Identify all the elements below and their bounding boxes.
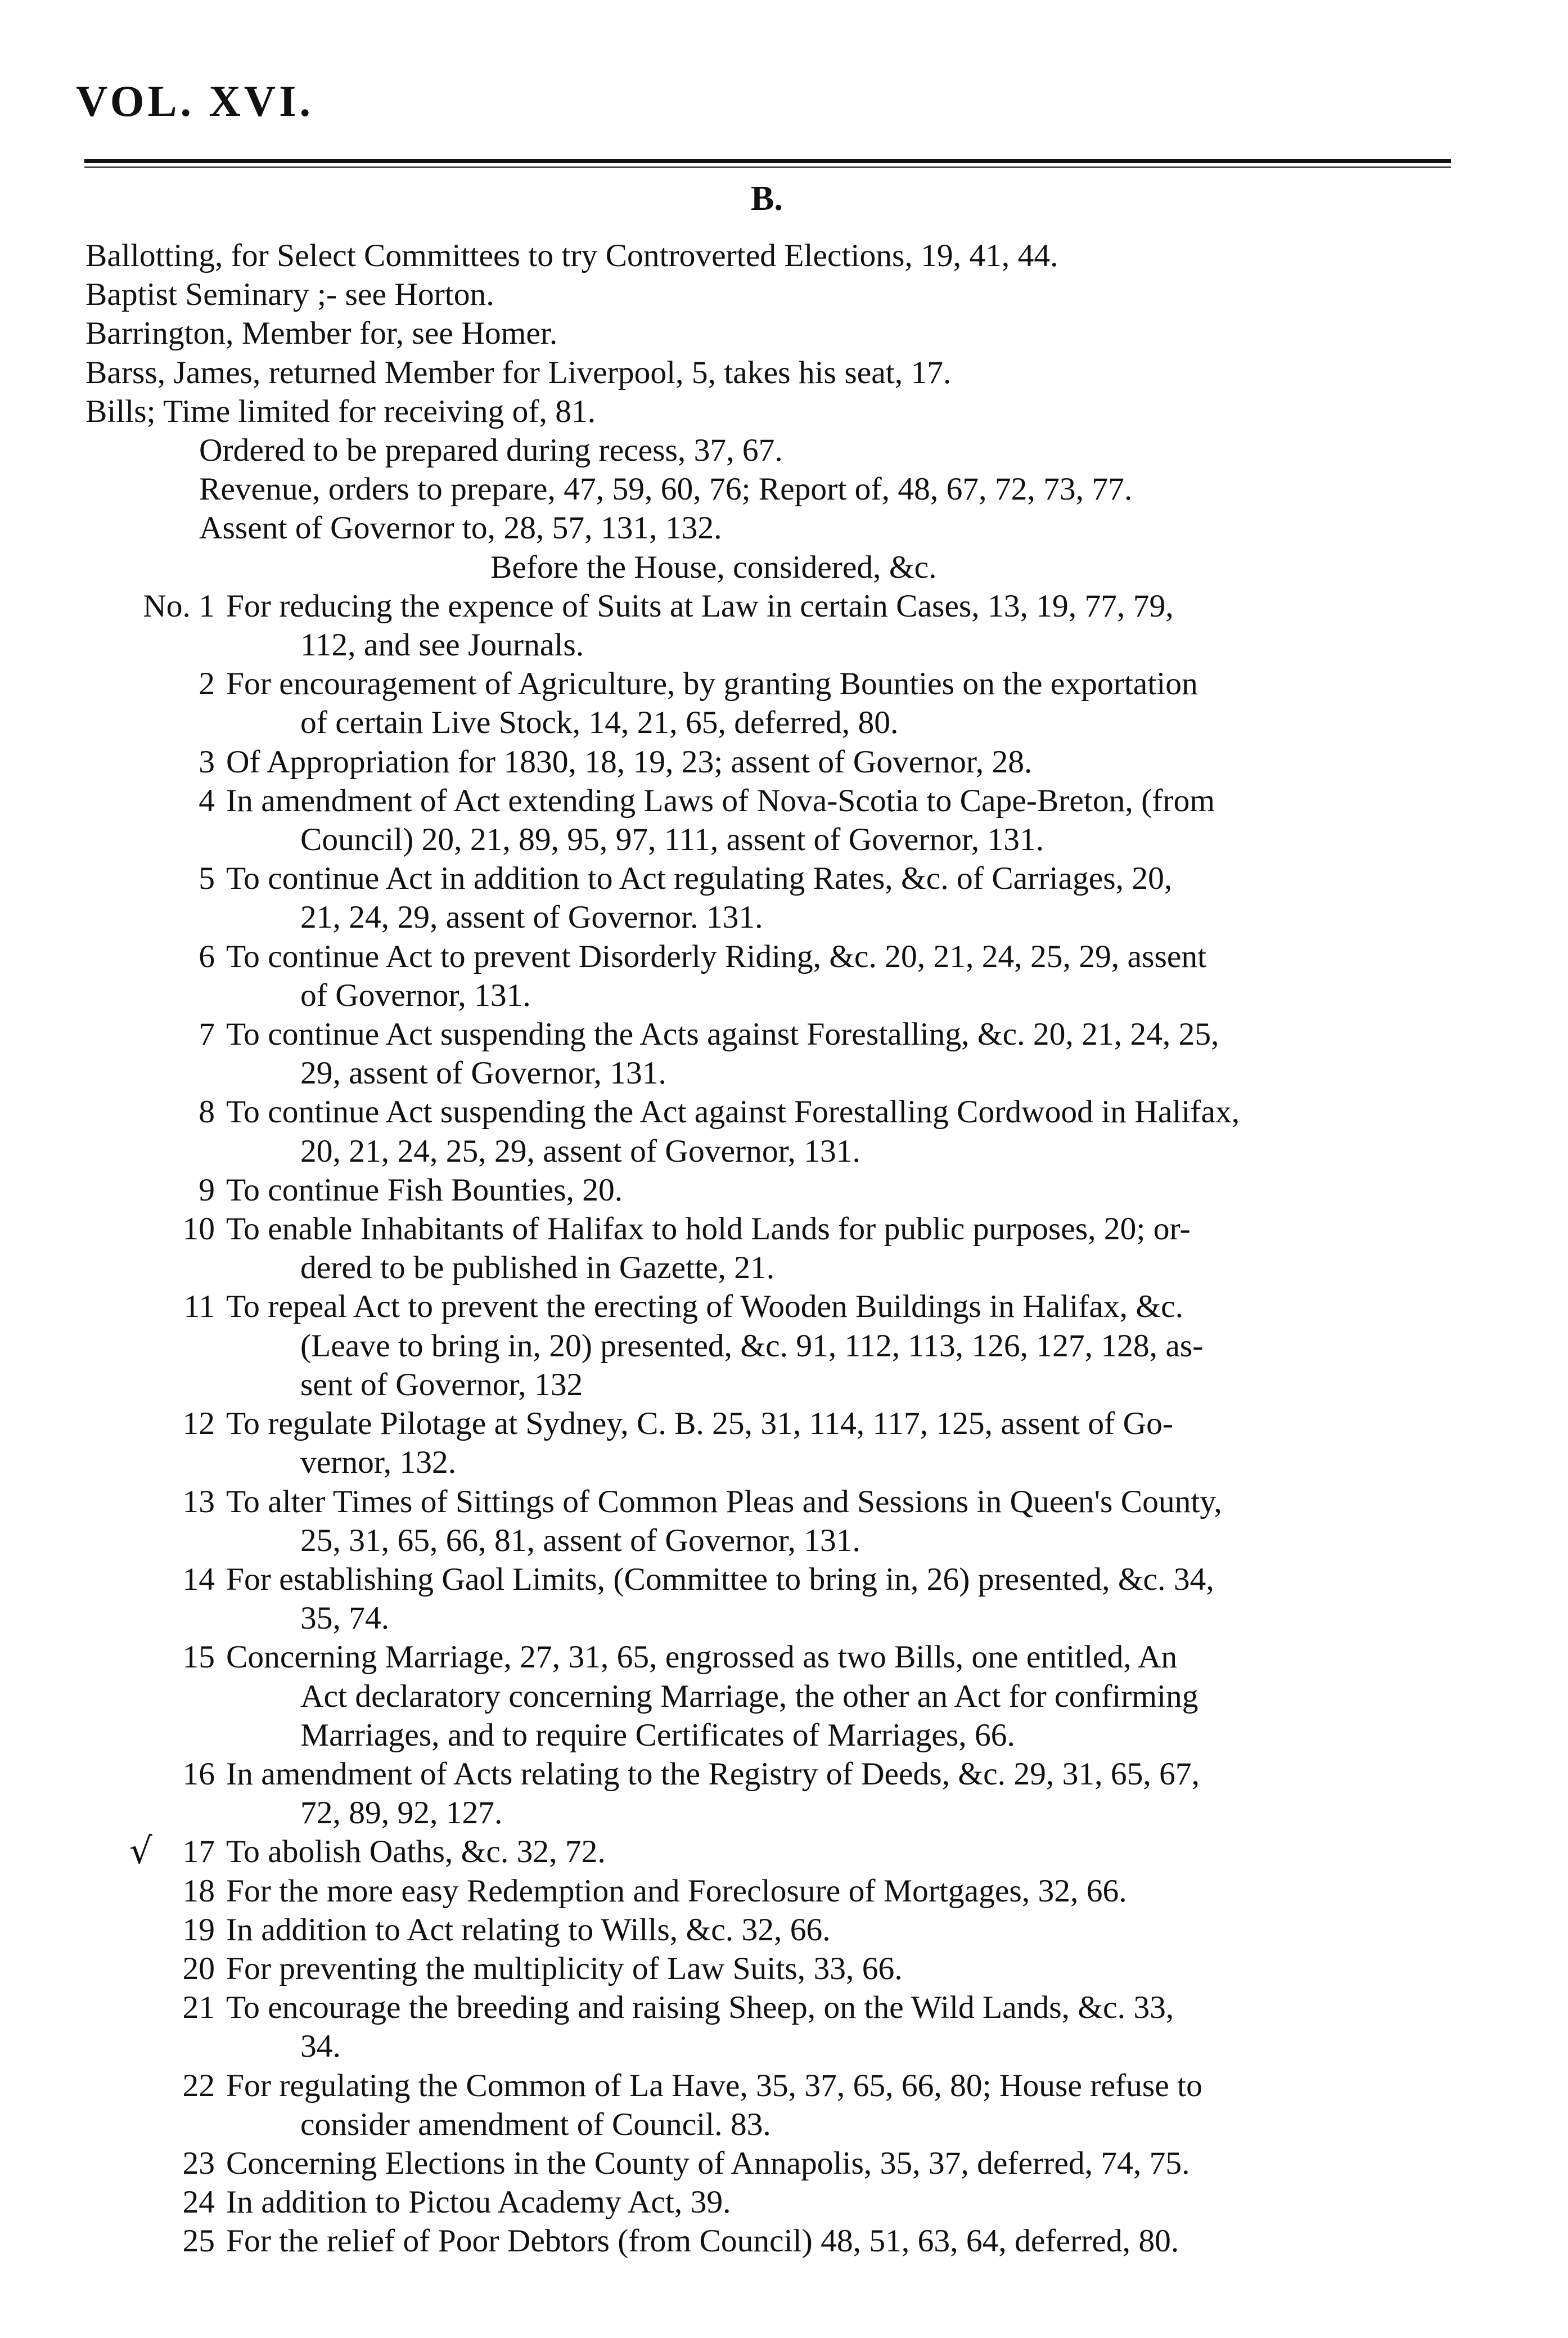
- index-entry: Revenue, orders to prepare, 47, 59, 60, 76; Report of, 48, 67, 72, 73, 77.: [199, 471, 1133, 507]
- index-entry: Barss, James, returned Member for Liverpool, 5, takes his seat, 17.: [85, 354, 952, 390]
- bill-title: To continue Act suspending the Act against Forestalling Cordwood in Halifax,: [226, 1094, 1240, 1130]
- bill-number: 18: [182, 1873, 215, 1909]
- bill-number: 20: [182, 1950, 215, 1986]
- bill-entry: [85, 2222, 1452, 2260]
- bill-continuation: 21, 24, 29, assent of Governor. 131.: [300, 900, 763, 936]
- bill-title: For establishing Gaol Limits, (Committee to bring in, 26) presented, &c. 34,: [226, 1561, 1214, 1597]
- bill-number: 11: [183, 1289, 215, 1325]
- bill-entry: [85, 1988, 1452, 2066]
- bill-number: 19: [182, 1912, 215, 1948]
- bill-title: To enable Inhabitants of Halifax to hold Lands for public purposes, 20; or-: [226, 1211, 1191, 1247]
- bill-continuation: dered to be published in Gazette, 21.: [300, 1250, 775, 1286]
- bill-title: In addition to Act relating to Wills, &c. 32, 66.: [226, 1912, 831, 1948]
- bill-entry: [85, 1092, 1452, 1170]
- bill-title: Concerning Marriage, 27, 31, 65, engrossed as two Bills, one entitled, An: [226, 1639, 1178, 1675]
- bill-number: 23: [182, 2145, 215, 2181]
- bill-continuation: vernor, 132.: [300, 1445, 457, 1481]
- bill-continuation: Council) 20, 21, 89, 95, 97, 111, assent of Governor, 131.: [300, 822, 1044, 858]
- bill-entry: [85, 1287, 1452, 1404]
- bill-entry: [85, 1560, 1452, 1638]
- bill-number: 5: [199, 861, 215, 897]
- bill-title: For the relief of Poor Debtors (from Council) 48, 51, 63, 64, deferred, 80.: [226, 2223, 1179, 2259]
- general-entries: [85, 236, 1452, 587]
- bill-title: In amendment of Act extending Laws of Nova-Scotia to Cape-Breton, (from: [226, 783, 1215, 819]
- section-letter: B.: [751, 179, 783, 218]
- bill-entry: [85, 743, 1452, 781]
- index-entry: Assent of Governor to, 28, 57, 131, 132.: [199, 510, 722, 546]
- bill-continuation: of Governor, 131.: [300, 977, 531, 1013]
- bill-title: For the more easy Redemption and Foreclosure of Mortgages, 32, 66.: [226, 1873, 1127, 1909]
- bill-title: To continue Act suspending the Acts against Forestalling, &c. 20, 21, 24, 25,: [226, 1017, 1219, 1053]
- check-mark-icon: √: [129, 1831, 152, 1873]
- bill-title: To continue Fish Bounties, 20.: [226, 1172, 623, 1208]
- bill-continuation: 25, 31, 65, 66, 81, assent of Governor, 131.: [300, 1522, 860, 1558]
- bill-continuation: consider amendment of Council. 83.: [300, 2106, 771, 2142]
- bill-entry: [85, 1910, 1452, 1949]
- header-rule-thin: [84, 167, 1451, 168]
- bill-number: 9: [199, 1172, 215, 1208]
- bill-number: 2: [199, 666, 215, 702]
- bill-number: 21: [182, 1990, 215, 2026]
- bill-title: For preventing the multiplicity of Law Suits, 33, 66.: [226, 1950, 903, 1986]
- bill-entry: [85, 937, 1452, 1015]
- bill-number: 22: [182, 2067, 215, 2103]
- bill-title: For reducing the expence of Suits at Law in certain Cases, 13, 19, 77, 79,: [226, 588, 1174, 624]
- index-entry: Baptist Seminary ;- see Horton.: [85, 277, 494, 313]
- bill-number: 12: [182, 1406, 215, 1442]
- bill-number: No. 1: [143, 588, 215, 624]
- bill-number: 25: [182, 2223, 215, 2259]
- bill-number: 10: [182, 1211, 215, 1247]
- bill-title: Of Appropriation for 1830, 18, 19, 23; assent of Governor, 28.: [226, 744, 1033, 780]
- bill-title: For regulating the Common of La Have, 35, 37, 65, 66, 80; House refuse to: [226, 2067, 1202, 2103]
- bill-entry: [85, 1015, 1452, 1092]
- bill-title: In amendment of Acts relating to the Registry of Deeds, &c. 29, 31, 65, 67,: [226, 1756, 1200, 1792]
- bill-title: To encourage the breeding and raising Sheep, on the Wild Lands, &c. 33,: [226, 1990, 1174, 2026]
- bill-number: 3: [199, 744, 215, 780]
- bill-number: 13: [182, 1483, 215, 1519]
- bill-continuation: Marriages, and to require Certificates of Marriages, 66.: [300, 1717, 1015, 1753]
- index-entry: Before the House, considered, &c.: [490, 549, 937, 585]
- running-head: VOL. XVI.: [76, 77, 314, 125]
- bill-entry: [85, 1832, 1452, 1871]
- bill-number: 4: [199, 783, 215, 819]
- bill-title: To continue Act in addition to Act regulating Rates, &c. of Carriages, 20,: [226, 861, 1173, 897]
- index-entries: [85, 236, 1452, 2261]
- bill-number: 14: [182, 1561, 215, 1597]
- bill-entry: [85, 1949, 1452, 1988]
- bill-continuation: (Leave to bring in, 20) presented, &c. 91, 112, 113, 126, 127, 128, as-: [300, 1328, 1204, 1364]
- bill-number: 15: [182, 1639, 215, 1675]
- bill-entry: [85, 781, 1452, 859]
- bill-title: To regulate Pilotage at Sydney, C. B. 25, 31, 114, 117, 125, assent of Go-: [226, 1406, 1174, 1442]
- index-entry: Barrington, Member for, see Homer.: [85, 316, 558, 352]
- bill-continuation: 29, assent of Governor, 131.: [300, 1055, 666, 1091]
- bill-continuation: 72, 89, 92, 127.: [300, 1795, 503, 1831]
- bill-title: Concerning Elections in the County of Annapolis, 35, 37, deferred, 74, 75.: [226, 2145, 1190, 2181]
- bill-continuation: 112, and see Journals.: [300, 627, 584, 663]
- bill-title: To alter Times of Sittings of Common Pleas and Sessions in Queen's County,: [226, 1483, 1222, 1519]
- bill-title: To continue Act to prevent Disorderly Riding, &c. 20, 21, 24, 25, 29, assent: [226, 938, 1207, 974]
- bill-entry: [85, 664, 1452, 742]
- bill-continuation: of certain Live Stock, 14, 21, 65, deferred, 80.: [300, 705, 899, 741]
- bill-entry: [85, 859, 1452, 937]
- bill-entry: [85, 1171, 1452, 1210]
- index-entry: Ballotting, for Select Committees to try Controverted Elections, 19, 41, 44.: [85, 238, 1058, 273]
- bill-entry: [85, 1638, 1452, 1755]
- bill-title: For encouragement of Agriculture, by granting Bounties on the exportation: [226, 666, 1198, 702]
- bill-number: 8: [199, 1094, 215, 1130]
- bill-entry: [85, 1755, 1452, 1832]
- bill-entry: [85, 1210, 1452, 1287]
- bill-entry: [85, 1482, 1452, 1560]
- bill-entry: [85, 2066, 1452, 2144]
- bill-number: 16: [182, 1756, 215, 1792]
- index-entry: Bills; Time limited for receiving of, 81.: [85, 393, 596, 429]
- bill-number: 7: [199, 1017, 215, 1053]
- bill-entry: [85, 1872, 1452, 1910]
- bill-number: 24: [182, 2184, 215, 2220]
- bill-continuation: Act declaratory concerning Marriage, the other an Act for confirming: [300, 1678, 1198, 1714]
- bill-title: To repeal Act to prevent the erecting of Wooden Buildings in Halifax, &c.: [226, 1289, 1184, 1325]
- bill-continuation: sent of Governor, 132: [300, 1366, 583, 1402]
- bill-entry: [85, 2183, 1452, 2222]
- bill-continuation: 35, 74.: [300, 1600, 390, 1636]
- bill-entry: [85, 1404, 1452, 1482]
- bill-title: To abolish Oaths, &c. 32, 72.: [226, 1834, 606, 1870]
- bill-entry: [85, 587, 1452, 664]
- bill-title: In addition to Pictou Academy Act, 39.: [226, 2184, 731, 2220]
- index-entry: Ordered to be prepared during recess, 37, 67.: [199, 433, 783, 469]
- bill-continuation: 20, 21, 24, 25, 29, assent of Governor, 131.: [300, 1133, 860, 1169]
- bill-number: 17: [182, 1834, 215, 1870]
- bill-entries: [85, 587, 1452, 2261]
- bill-continuation: 34.: [300, 2029, 341, 2065]
- header-rule: [84, 159, 1451, 163]
- bill-entry: [85, 2144, 1452, 2183]
- bill-number: 6: [199, 938, 215, 974]
